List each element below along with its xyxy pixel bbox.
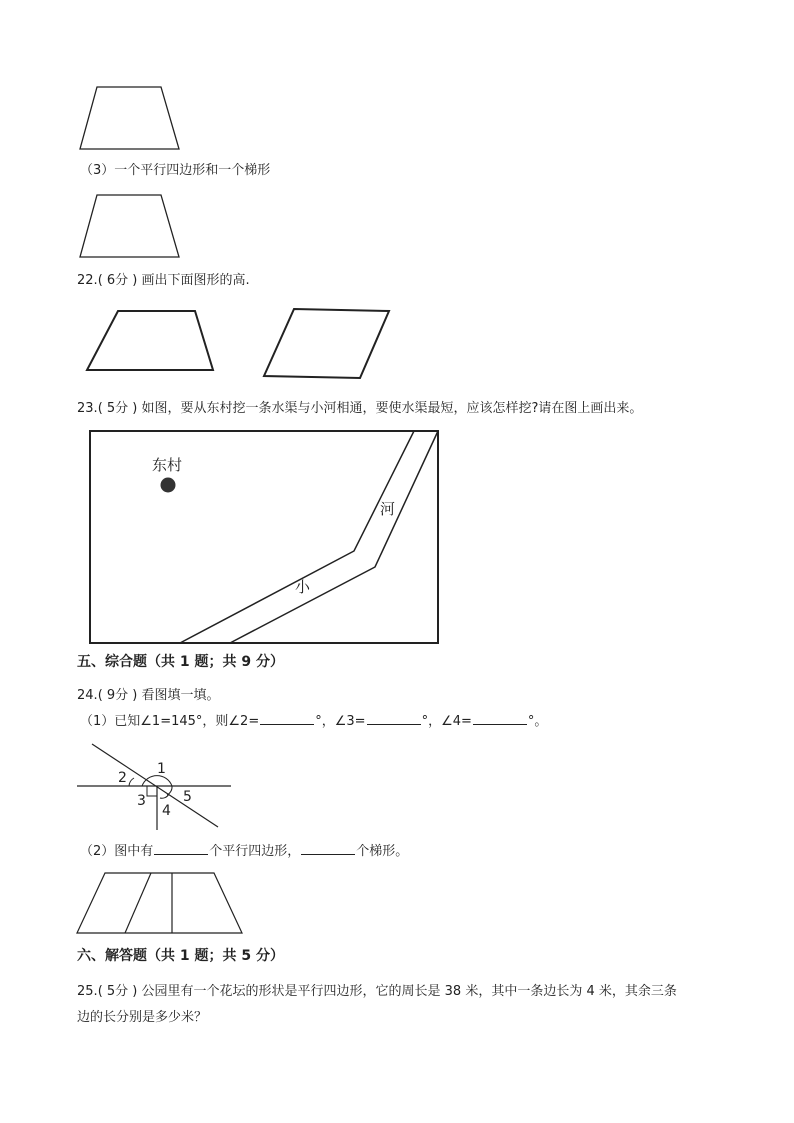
- question-24-text: 看图填一填。: [141, 688, 220, 703]
- angle-label-2: 2: [118, 770, 127, 786]
- angle-label-3: 3: [137, 793, 146, 809]
- question-25: [77, 983, 677, 1001]
- q24-part2-mid: 个平行四边形，: [209, 844, 301, 859]
- angle-label-4: 4: [162, 803, 171, 819]
- q24-part2-suffix: 个梯形。: [356, 844, 409, 859]
- question-24-number: 24.: [77, 688, 98, 703]
- trapezoid-count-blank[interactable]: [301, 842, 355, 855]
- section-5-title: 五、综合题（共 1 题；共 9 分）: [77, 654, 284, 670]
- question-25-score: ( 5分 ): [97, 984, 138, 999]
- question-22-text: 画出下面图形的高.: [141, 273, 250, 288]
- question-24-score: ( 9分 ): [97, 688, 138, 703]
- river-label-xiao: 小: [295, 578, 311, 596]
- village-label: 东村: [152, 456, 183, 474]
- angle-label-5: 5: [183, 789, 192, 805]
- question-23-number: 23.: [77, 401, 98, 416]
- question-22-number: 22.: [77, 273, 98, 288]
- parallelogram-count-blank[interactable]: [154, 842, 208, 855]
- q24-part1-deg1: °，∠3=: [315, 714, 366, 729]
- question-23-text: 如图，要从东村挖一条水渠与小河相通，要使水渠最短，应该怎样挖?请在图上画出来。: [141, 401, 643, 416]
- angle-label-1: 1: [157, 761, 166, 777]
- question-23-score: ( 5分 ): [97, 401, 138, 416]
- q24-part2-prefix: （2）图中有: [80, 844, 154, 859]
- section-6-title: 六、解答题（共 1 题；共 5 分）: [77, 948, 284, 964]
- q24-part1-deg2: °，∠4=: [421, 714, 472, 729]
- question-25-line-1: 公园里有一个花坛的形状是平行四边形，它的周长是 38 米，其中一条边长为 4 米，其余三条: [141, 984, 677, 999]
- river-label-he: 河: [380, 500, 396, 518]
- q24-part1-prefix: （1）已知∠1=145°，则∠2=: [80, 714, 260, 729]
- item-3-label: （3）一个平行四边形和一个梯形: [80, 163, 271, 178]
- question-25-line-2: 边的长分别是多少米？: [77, 1010, 208, 1025]
- question-22-score: ( 6分 ): [97, 273, 138, 288]
- q24-part-2: [80, 842, 408, 861]
- q24-part1-deg3: °。: [527, 714, 548, 729]
- question-25-number: 25.: [77, 984, 98, 999]
